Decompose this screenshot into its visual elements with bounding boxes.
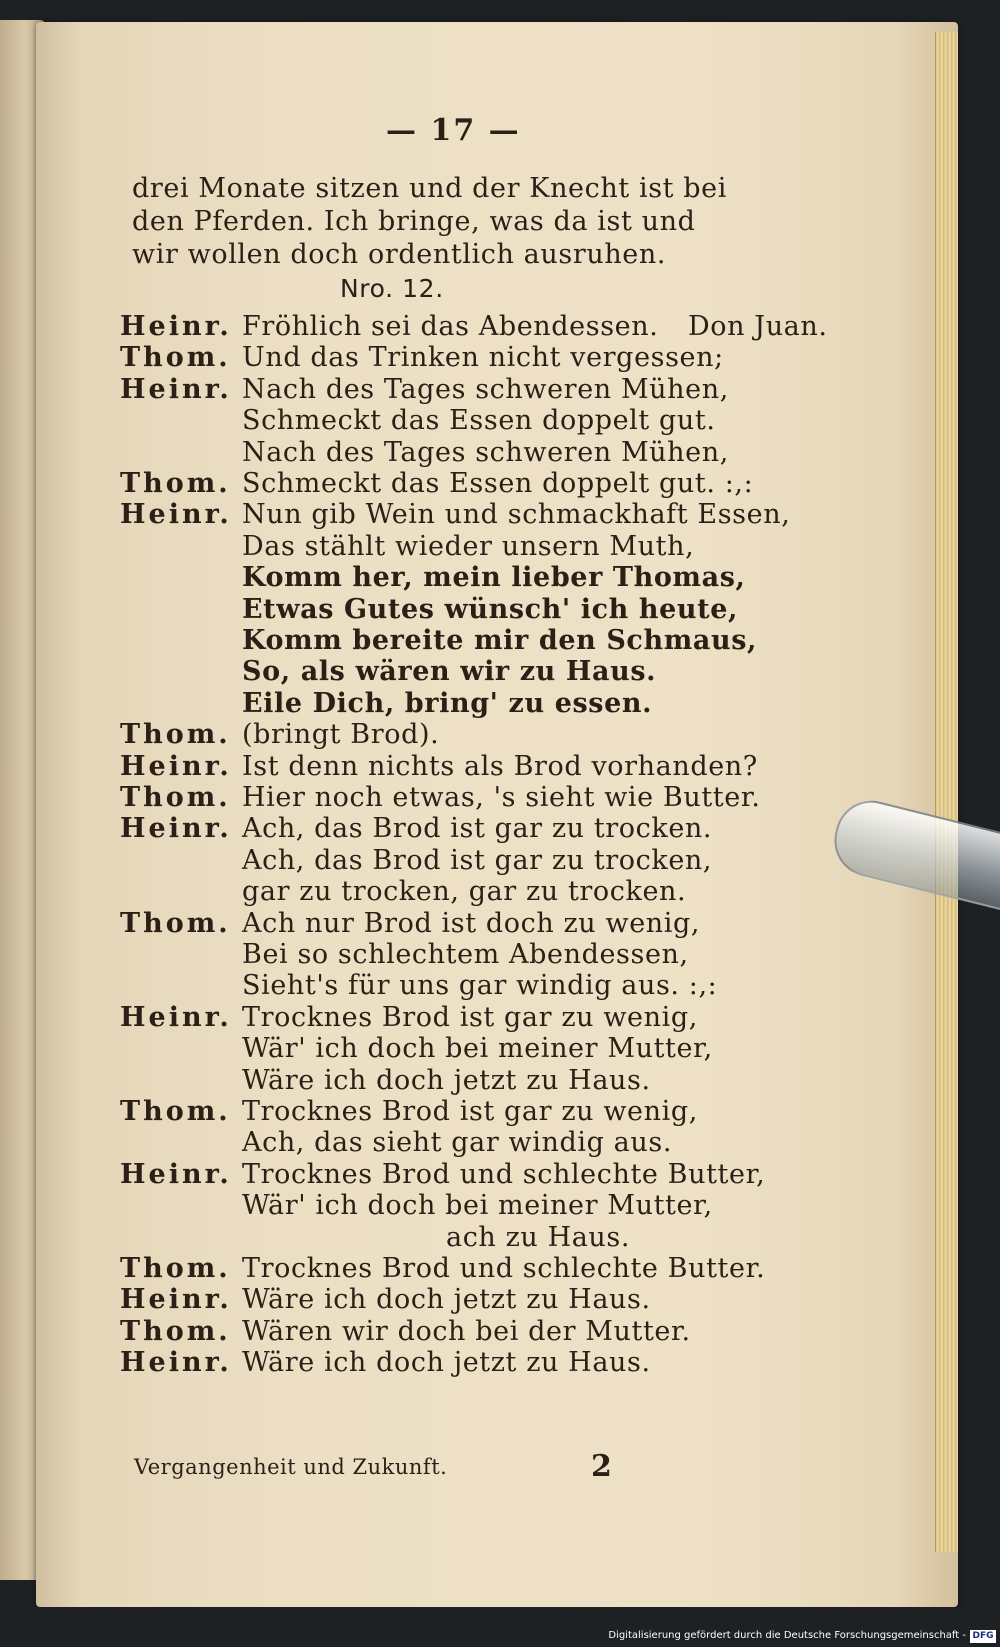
verse-line: Trocknes Brod ist gar zu wenig, [242, 1002, 698, 1033]
verse-line: Komm her, mein lieber Thomas, [242, 562, 746, 593]
verse-line: Schmeckt das Essen doppelt gut. :,: [242, 468, 754, 499]
speaker-label: Heinr. [120, 1002, 232, 1033]
verse-line: Komm bereite mir den Schmaus, [242, 625, 757, 656]
funding-notice: Digitalisierung gefördert durch die Deutsche Forschungsgemeinschaft - [608, 1630, 966, 1641]
verse-line: gar zu trocken, gar zu trocken. [242, 876, 687, 907]
verse-line: Wär' ich doch bei meiner Mutter, [242, 1033, 713, 1064]
verse-line: So, als wären wir zu Haus. [242, 656, 657, 687]
speaker-label: Heinr. [120, 1159, 232, 1190]
speaker-label: Thom. [120, 1253, 231, 1284]
verse-line: Nach des Tages schweren Mühen, [242, 437, 729, 468]
verse-line: Wär' ich doch bei meiner Mutter, [242, 1190, 713, 1221]
intro-line: drei Monate sitzen und der Knecht ist bei [132, 173, 728, 204]
verse-line: Eile Dich, bring' zu essen. [242, 688, 653, 719]
running-footer: Vergangenheit und Zukunft. [134, 1455, 448, 1479]
verse-line: Das stählt wieder unsern Muth, [242, 531, 695, 562]
verse-line: Etwas Gutes wünsch' ich heute, [242, 594, 738, 625]
footer-bar [0, 1607, 1000, 1647]
speaker-label: Thom. [120, 782, 231, 813]
speaker-label: Heinr. [120, 751, 232, 782]
verse-line: Bei so schlechtem Abendessen, [242, 939, 689, 970]
dfg-logo: DFG [970, 1630, 996, 1643]
verse-line: Wäre ich doch jetzt zu Haus. [242, 1347, 651, 1378]
verse-line: Hier noch etwas, 's sieht wie Butter. [242, 782, 761, 813]
margin-note: Don Juan. [688, 311, 828, 342]
verse-line: Ach, das Brod ist gar zu trocken. [242, 813, 713, 844]
verse-line: Ist denn nichts als Brod vorhanden? [242, 751, 758, 782]
verse-line: Schmeckt das Essen doppelt gut. [242, 405, 716, 436]
speaker-label: Heinr. [120, 311, 232, 342]
intro-line: den Pferden. Ich bringe, was da ist und [132, 206, 696, 237]
verse-line: Fröhlich sei das Abendessen. [242, 311, 659, 342]
speaker-label: Heinr. [120, 1347, 232, 1378]
speaker-label: Thom. [120, 1316, 231, 1347]
page-stack-edge [935, 32, 958, 1552]
speaker-label: Thom. [120, 468, 231, 499]
verse-line: Und das Trinken nicht vergessen; [242, 342, 724, 373]
speaker-label: Heinr. [120, 1284, 232, 1315]
speaker-label: Heinr. [120, 813, 232, 844]
verse-line: Ach nur Brod ist doch zu wenig, [242, 908, 701, 939]
speaker-label: Heinr. [120, 499, 232, 530]
speaker-label: Thom. [120, 908, 231, 939]
intro-line: wir wollen doch ordentlich ausruhen. [132, 239, 667, 270]
verse-line: Trocknes Brod und schlechte Butter, [242, 1159, 766, 1190]
verse-line: Nach des Tages schweren Mühen, [242, 374, 729, 405]
verse-line: ach zu Haus. [446, 1222, 631, 1253]
verse-line: Wären wir doch bei der Mutter. [242, 1316, 691, 1347]
verse-line: Trocknes Brod ist gar zu wenig, [242, 1096, 698, 1127]
number-heading: Nro. 12. [340, 274, 444, 303]
signature-mark: 2 [591, 1449, 613, 1484]
speaker-label: Heinr. [120, 374, 232, 405]
verse-line: Wäre ich doch jetzt zu Haus. [242, 1284, 651, 1315]
verse-line: Ach, das sieht gar windig aus. [242, 1127, 673, 1158]
speaker-label: Thom. [120, 342, 231, 373]
verse-line: Sieht's für uns gar windig aus. :,: [242, 970, 718, 1001]
verse-line: Wäre ich doch jetzt zu Haus. [242, 1065, 651, 1096]
speaker-label: Thom. [120, 719, 231, 750]
verse-line: (bringt Brod). [242, 719, 440, 750]
verse-line: Ach, das Brod ist gar zu trocken, [242, 845, 713, 876]
speaker-label: Thom. [120, 1096, 231, 1127]
verse-line: Trocknes Brod und schlechte Butter. [242, 1253, 766, 1284]
verse-line: Nun gib Wein und schmackhaft Essen, [242, 499, 791, 530]
page-number: — 17 — [386, 113, 521, 148]
book-page [36, 22, 958, 1607]
